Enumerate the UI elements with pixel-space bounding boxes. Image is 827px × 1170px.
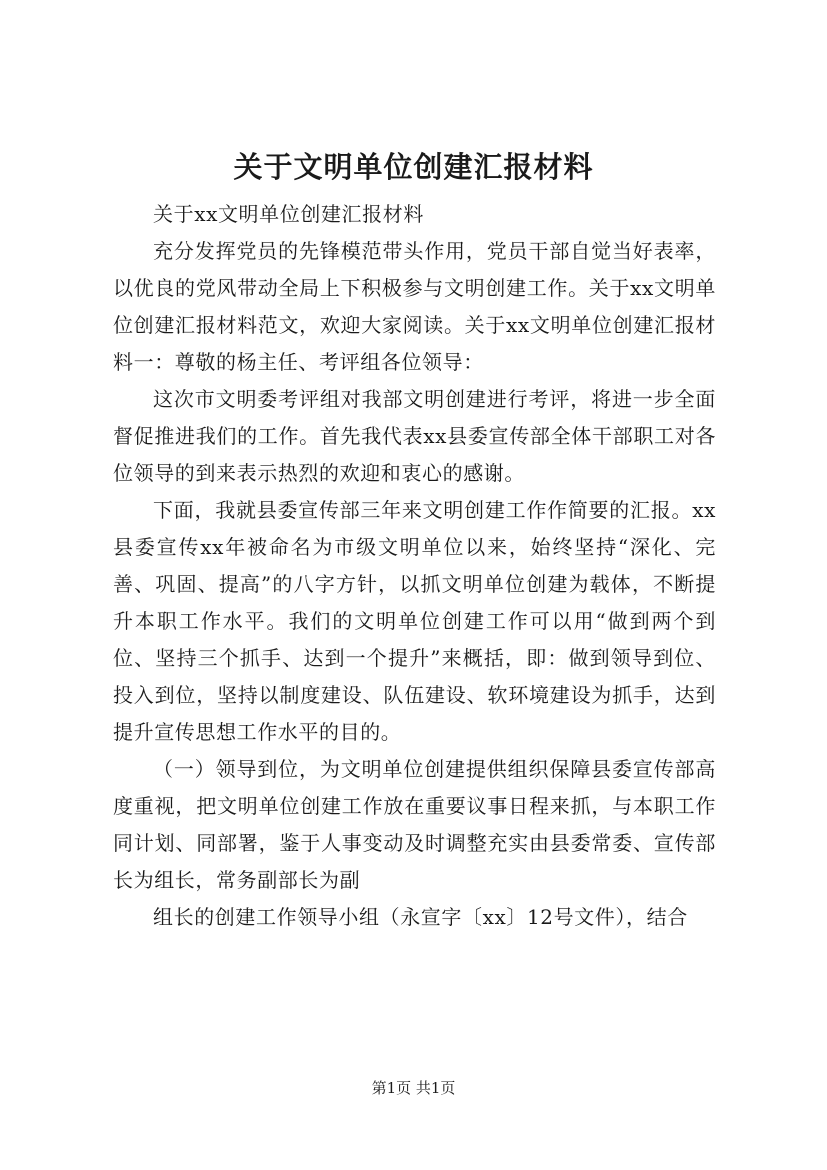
paragraph-subtitle: 关于xx文明单位创建汇报材料: [153, 202, 424, 226]
paragraph-welcome: 这次市文明委考评组对我部文明创建进行考评，将进一步全面督促推进我们的工作。首先我代表xx县委宣传部全体干部职工对各位领导的到来表示热烈的欢迎和衷心的感谢。: [113, 387, 716, 485]
document-body: [113, 196, 716, 936]
paragraph-section-one: （一）领导到位，为文明单位创建提供组织保障县委宣传部高度重视，把文明单位创建工作放在重要议事日程来抓，与本职工作同计划、同部署，鉴于人事变动及时调整充实由县委常委、宣传部长为组长，常务副部长为副: [113, 757, 716, 892]
paragraph-continuation: 组长的创建工作领导小组（永宣字〔xx〕12号文件），结合: [153, 905, 688, 929]
paragraph-report-summary: 下面，我就县委宣传部三年来文明创建工作作简要的汇报。xx县委宣传xx年被命名为市级文明单位以来，始终坚持“深化、完善、巩固、提高”的八字方针，以抓文明单位创建为载体，不断提升本职工作水平。我们的文明单位创建工作可以用“做到两个到位、坚持三个抓手、达到一个提升”来概括，即：做到领导到位、投入到位，坚持以制度建设、队伍建设、软环境建设为抓手，达到提升宣传思想工作水平的目的。: [113, 498, 716, 744]
paragraph-intro: 充分发挥党员的先锋模范带头作用，党员干部自觉当好表率，以优良的党风带动全局上下积极参与文明创建工作。关于xx文明单位创建汇报材料范文，欢迎大家阅读。关于xx文明单位创建汇报材料一：尊敬的杨主任、考评组各位领导：: [113, 239, 716, 374]
page-number-footer: 第1页 共1页: [371, 1079, 456, 1097]
document-title: 关于文明单位创建汇报材料: [233, 150, 594, 184]
